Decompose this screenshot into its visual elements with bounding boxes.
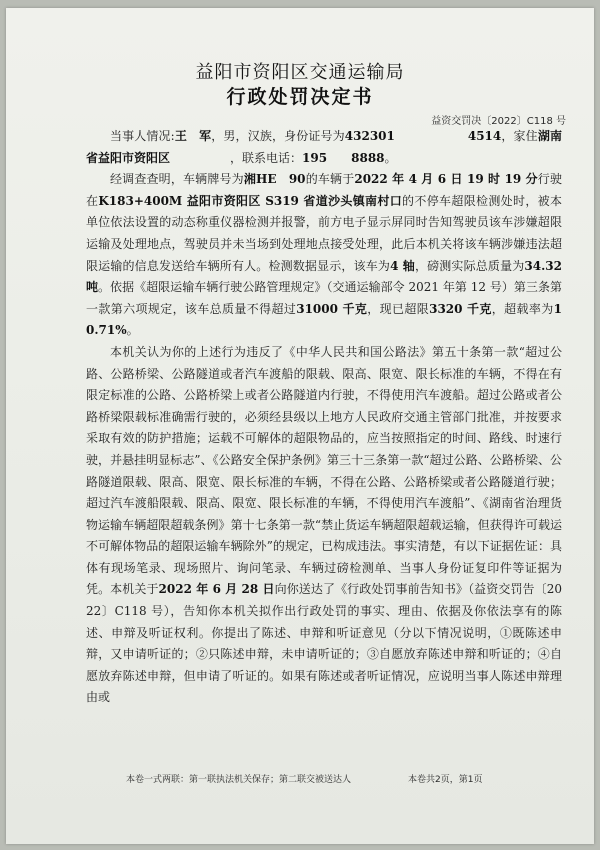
violation-location: K183+400M 益阳市资阳区 S319 省道沙头镇南村口 (98, 193, 403, 208)
id-number-tail: 4514 (467, 129, 502, 143)
mass-limit: 31000 千克 (296, 301, 368, 316)
facts-text: 行驶在 (86, 172, 562, 208)
violation-datetime: 2022 年 4 月 6 日 19 时 19 分 (354, 172, 538, 187)
phone-tail: 8888 (351, 150, 385, 165)
analysis-text: 向你送达了《行政处罚事前告知书》（益资交罚告〔2022〕C118 号），告知你本机关拟作出行政处罚的事实、理由、依据及你依法享有的陈述、申辩及听证权利。你提出了陈述、申辩和听证意见（分以下情况说明，①既陈述申辩，又申请听证的；②只陈述申辩，未申请听证的；③自愿放弃陈述申辩和听证的；④自愿放弃陈述申辩，但申请了听证的。如果有陈述或者听证情况，应说明当事人陈述申辩理由或 (86, 582, 562, 705)
party-name: 王 军 (174, 129, 212, 143)
footer-copies-note: 本卷一式两联：第一联执法机关保存；第二联交被送达人 (126, 775, 352, 785)
party-address: 湖南省益阳市资阳区 (86, 129, 562, 165)
facts-paragraph (86, 169, 562, 342)
total-mass: 34.32 吨 (86, 258, 562, 295)
facts-text: 的不停车超限检测处时，被本单位依法设置的动态称重仪器检测并报警，前方电子显示屏同时告知驾驶员该车涉嫌超限运输及处理地点，驾驶员并未当场到处理地点接受处理，此后本机关将该车辆涉嫌违法超限运输的信息发送给车辆所有人。检测数据显示，该车为 (86, 193, 562, 273)
phone-label: ，联系电话： (230, 150, 303, 165)
id-number-head: 432301 (344, 129, 395, 143)
agency-title: 益阳市资阳区交通运输局 (195, 62, 405, 83)
footer-page-number: 本卷共2页，第1页 (408, 775, 483, 785)
party-label: 当事人情况: (110, 129, 175, 143)
plate-number-tail: 90 (288, 172, 306, 187)
facts-text: 。 (126, 323, 139, 338)
address-label: ，家住 (501, 129, 538, 143)
document-body (86, 126, 562, 709)
document-number: 益资交罚决〔2022〕C118 号 (431, 116, 566, 127)
phone-head: 195 (302, 150, 328, 165)
analysis-text: 本机关认为你的上述行为违反了《中华人民共和国公路法》第五十条第一款“超过公路、公路桥梁、公路隧道或者汽车渡船的限载、限高、限宽、限长标准的车辆，不得在有限定标准的公路、公路桥梁上或者公路隧道内行驶，不得使用汽车渡船。超过公路或者公路桥梁限载标准确需行驶的，必须经县级以上地方人民政府交通主管部门批准，并按要求采取有效的防护措施；运载不可解体的超限物品的，应当按照指定的时间、路线、时速行驶，并悬挂明显标志”、《公路安全保护条例》第三十三条第一款“超过公路、公路桥梁、公路隧道限载、限高、限宽、限长标准的车辆，不得在公路、公路桥梁或者公路隧道行驶；超过汽车渡船限载、限高、限宽、限长标准的车辆，不得使用汽车渡船”、《湖南省治理货物运输车辆超限超载条例》第十七条第一款“禁止货运车辆超限超载运输，但获得许可载运不可解体物品的超限运输车辆除外”的规定，已构成违法。事实清楚，有以下证据佐证：具体有现场笔录、现场照片、询问笔录、车辆过磅检测单、当事人身份证复印件等证据为凭。本机关于 (86, 344, 562, 597)
document-title: 行政处罚决定书 (226, 86, 374, 108)
axle-count: 4 轴 (390, 258, 415, 273)
overload-rate: 10.71% (86, 301, 562, 338)
party-end: 。 (384, 150, 397, 165)
overweight-amount: 3320 千克 (429, 301, 492, 316)
facts-text: ，超载率为 (491, 301, 554, 316)
document-page (6, 8, 594, 844)
analysis-paragraph (86, 342, 562, 709)
facts-text: ，现已超限 (367, 301, 430, 316)
facts-text: 。依据《超限运输车辆行驶公路管理规定》（交通运输部令 2021 年第 12 号）第三条第一款第六项规定，该车总质量不得超过 (86, 280, 562, 316)
party-paragraph (86, 126, 562, 169)
notice-date: 2022 年 6 月 28 日 (158, 582, 275, 597)
plate-number-head: 湘HE (243, 172, 277, 187)
facts-text: 的车辆于 (305, 172, 355, 187)
facts-text: 经调查查明，车辆牌号为 (110, 172, 244, 187)
facts-text: ，磅测实际总质量为 (414, 258, 525, 273)
party-info: ，男，汉族，身份证号为 (211, 129, 345, 143)
